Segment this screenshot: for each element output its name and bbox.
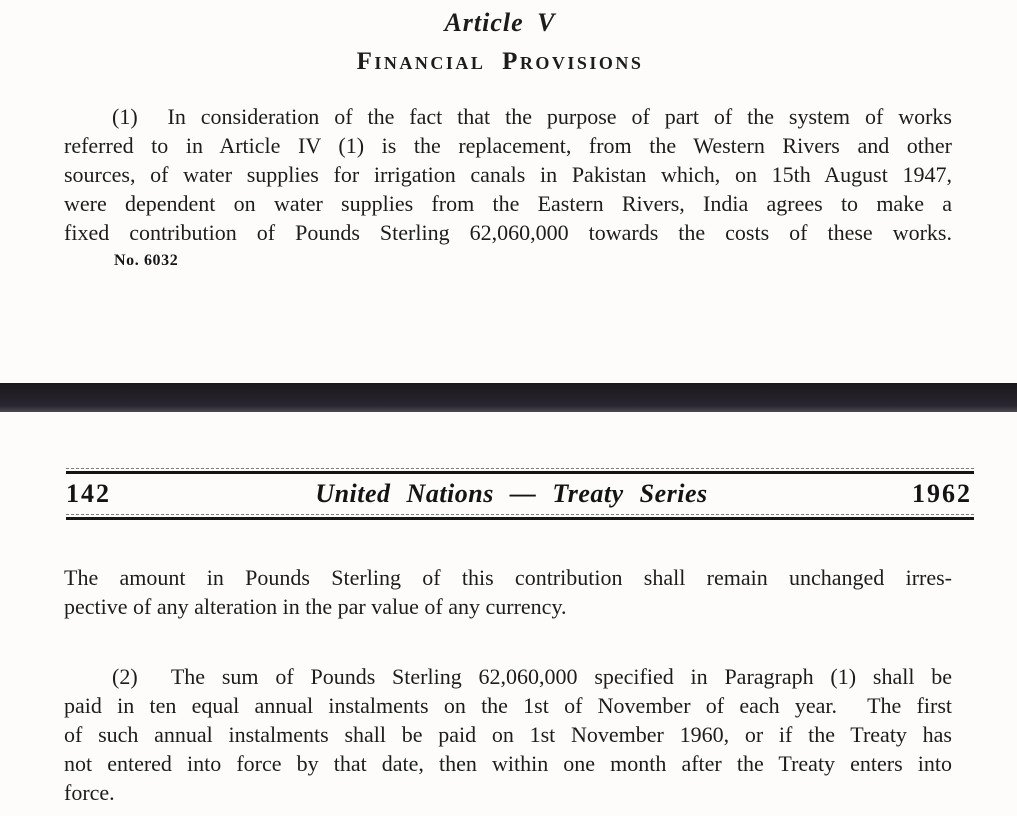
text-line: fixed contribution of Pounds Sterling 62,060,000 towards the costs of these works. (64, 220, 952, 245)
header-rule-top (66, 468, 974, 474)
text-line: of such annual instalments shall be paid on 1st November 1960, or if the Treaty has (64, 722, 952, 747)
text-line: referred to in Article IV (1) is the replacement, from the Western Rivers and other (64, 133, 952, 158)
treaty-number-footnote: No. 6032 (114, 252, 179, 269)
text-line: sources, of water supplies for irrigation canals in Pakistan which, on 15th August 1947, (64, 162, 952, 187)
text-line: paid in ten equal annual instalments on the 1st of November of each year. The first (64, 693, 952, 718)
page-number: 142 (66, 479, 111, 508)
article-heading: Article V (444, 8, 556, 37)
paragraph-2 (64, 563, 952, 621)
page-break-bar (0, 383, 1017, 412)
volume-year: 1962 (912, 479, 972, 508)
text-line: were dependent on water supplies from the Eastern Rivers, India agrees to make a (64, 191, 952, 216)
text-line: force. (64, 780, 115, 805)
paragraph-1 (64, 102, 952, 247)
text-line: (1) In consideration of the fact that the purpose of part of the system of works (112, 104, 952, 129)
section-heading: Financial Provisions (356, 48, 644, 75)
header-rule-bottom (66, 514, 974, 520)
series-title: United Nations — Treaty Series (315, 479, 708, 508)
running-header (66, 477, 972, 511)
text-line: not entered into force by that date, then within one month after the Treaty enters into (64, 751, 952, 776)
text-line: The amount in Pounds Sterling of this contribution shall remain unchanged irres- (64, 565, 952, 590)
paragraph-3 (64, 662, 952, 807)
text-line: pective of any alteration in the par value of any currency. (64, 594, 567, 619)
text-line: (2) The sum of Pounds Sterling 62,060,000 specified in Paragraph (1) shall be (112, 664, 952, 689)
